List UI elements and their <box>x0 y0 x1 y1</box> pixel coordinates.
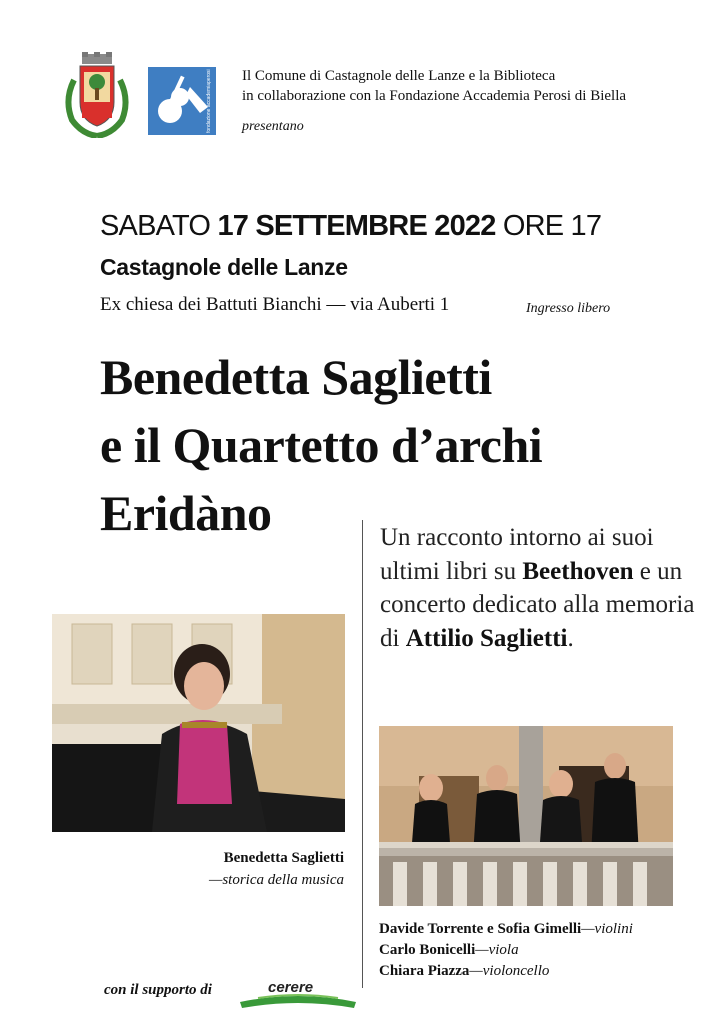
entry-note: Ingresso libero <box>526 301 611 316</box>
cerere-logo-text: cerere <box>268 979 314 996</box>
title-line-1: Benedetta Saglietti <box>100 349 492 405</box>
musician-names: Davide Torrente e Sofia Gimelli <box>379 921 582 937</box>
presentano-label: presentano <box>242 119 304 134</box>
musician-instrument: —viola <box>475 942 519 958</box>
musician-instrument: —violini <box>581 921 633 937</box>
quartet-photo <box>379 726 673 906</box>
desc-beethoven: Beethoven <box>522 557 634 585</box>
header-line-1: Il Comune di Castagnole delle Lanze e la Biblioteca <box>242 68 556 84</box>
event-venue: Ex chiesa dei Battuti Bianchi — via Auberti 1 <box>100 294 450 315</box>
musician-row <box>379 961 633 982</box>
fondazione-logo-text: fondazione accademiaperosi <box>206 69 212 133</box>
header-text <box>242 66 626 106</box>
event-date <box>100 210 601 243</box>
desc-part-3: . <box>567 624 574 652</box>
desc-attilio: Attilio Saglietti <box>405 624 568 652</box>
desc-part-2: e un concerto dedicato alla memoria di <box>380 557 695 652</box>
musician-names: Carlo Bonicelli <box>379 942 476 958</box>
title-line-2: e il Quartetto d’archi <box>100 417 543 473</box>
musician-instrument: —violoncello <box>469 963 550 979</box>
event-time: ORE 17 <box>502 210 602 242</box>
musicians-list <box>379 919 633 982</box>
event-town: Castagnole delle Lanze <box>100 254 348 280</box>
caption-name: Benedetta Saglietti <box>223 850 344 866</box>
title-line-3: Eridàno <box>100 485 272 541</box>
event-title <box>100 343 542 547</box>
event-day: SABATO <box>100 210 211 242</box>
musician-row <box>379 940 633 961</box>
column-divider <box>362 520 363 988</box>
cerere-logo <box>238 976 358 1010</box>
desc-part-1: Un racconto intorno ai suoi ultimi libri su <box>380 524 654 585</box>
musician-names: Chiara Piazza <box>379 963 470 979</box>
fondazione-perosi-logo <box>148 67 216 135</box>
event-date-main: 17 SETTEMBRE 2022 <box>217 210 496 242</box>
benedetta-photo <box>52 614 345 832</box>
municipal-crest-logo <box>60 50 134 138</box>
header-line-2: in collaborazione con la Fondazione Accademia Perosi di Biella <box>242 88 627 104</box>
support-label: con il supporto di <box>104 982 212 998</box>
event-description <box>380 521 700 655</box>
musician-row <box>379 919 633 940</box>
caption-role: —storica della musica <box>209 872 344 888</box>
benedetta-caption <box>209 847 344 891</box>
